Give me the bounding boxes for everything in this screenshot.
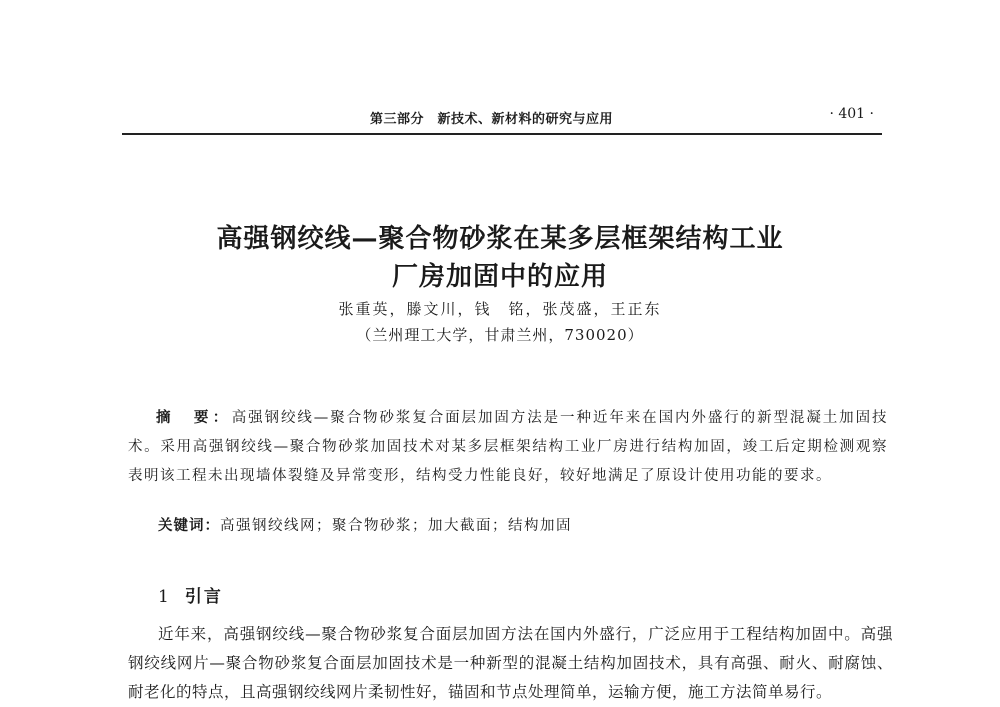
section-title: 引言 [184,587,223,607]
author-list: 张重英，滕文川，钱 铭，张茂盛，王正东 [338,300,662,318]
abstract [128,404,888,491]
header-rule [122,133,882,135]
keywords [158,514,888,535]
body-paragraph: 近年来，高强钢绞线—聚合物砂浆复合面层加固方法在国内外盛行，广泛应用于工程结构加固中。高强钢绞线网片—聚合物砂浆复合面层加固技术是一种新型的混凝土结构加固技术，具有高强、耐火、耐腐蚀、耐老化的特点，且高强钢绞线网片柔韧性好，锚固和节点处理简单，运输方便，施工方法简单易行。 [128,625,893,701]
section-number: 1 [158,587,171,607]
running-header [122,104,882,130]
abstract-text: 高强钢绞线—聚合物砂浆复合面层加固方法是一种近年来在国内外盛行的新型混凝土加固技术。采用高强钢绞线—聚合物砂浆加固技术对某多层框架结构工业厂房进行结构加固，竣工后定期检测观察表明该工程未出现墙体裂缝及异常变形，结构受力性能良好，较好地满足了原设计使用功能的要求。 [128,410,889,484]
abstract-label: 摘 要： [156,410,232,426]
header-section-title: 第三部分 新技术、新材料的研究与应用 [370,112,614,127]
keywords-text: 高强钢绞线网；聚合物砂浆；加大截面；结构加固 [220,518,572,534]
page-number: · 401 · [829,106,874,122]
paper-title-line-1: 高强钢绞线—聚合物砂浆在某多层框架结构工业 [216,224,784,254]
paper-title-line-2: 厂房加固中的应用 [391,262,608,292]
affiliation: （兰州理工大学，甘肃兰州，730020） [356,326,644,344]
section-heading [158,582,223,607]
keywords-label: 关键词： [158,518,220,534]
